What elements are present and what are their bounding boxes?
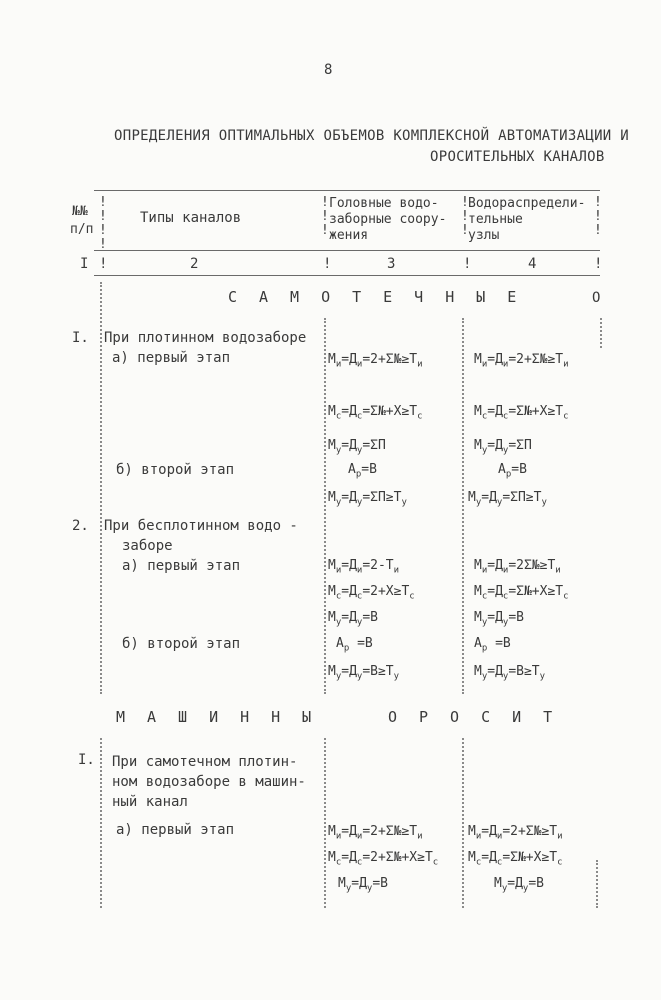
col-sep-left-2: [100, 738, 102, 908]
col-number-rule: [94, 275, 600, 276]
row-3-title-cont-1: ном водозаборе в машин-: [112, 774, 306, 790]
formula-r1a-col4-2: $М_с=Д_с=\Sigma№+Х\ge Т_с$: [474, 404, 569, 422]
col-sep-mid-2: [324, 738, 326, 908]
row-2-title: При бесплотинном водо -: [104, 518, 298, 534]
row-2-title-cont: заборе: [122, 538, 173, 554]
formula-r2a-col3-1: $М_и=Д_и=2-Т_и$: [328, 558, 400, 576]
page-title-line-1: ОПРЕДЕЛЕНИЯ ОПТИМАЛЬНЫХ ОБЪЕМОВ КОМПЛЕКСНОЙ АВТОМАТИЗАЦИИ И: [114, 128, 629, 144]
row-number-2: 2.: [72, 518, 89, 534]
header-num-line-2: п/п: [70, 222, 94, 237]
section-heading-irrigation: ОРОСИТ: [388, 708, 575, 726]
table-top-rule: [94, 190, 600, 191]
col-sep-edge-2: [596, 860, 598, 908]
formula-r1b-col4-2: $А_р=В$: [498, 462, 527, 480]
header-bottom-rule: [94, 250, 600, 251]
row-number-1: I.: [72, 330, 89, 346]
header-sep-3: ! ! !: [461, 195, 469, 238]
formula-r2b-col3-3: $М_у=Д_у=В\ge Т_у$: [328, 664, 400, 682]
section-heading-gravity-trail: О: [592, 290, 601, 306]
formula-r1a-col3-1: $М_и=Д_и=2+\Sigma№\ge Т_и$: [328, 352, 423, 370]
col-sep-right-2: [462, 738, 464, 908]
row-3-title-cont-2: ный канал: [112, 794, 188, 810]
formula-r3a-col4-2: $М_с=Д_с=\Sigma№+Х\ge Т_с$: [468, 850, 563, 868]
col-sep-left-1: [100, 282, 102, 694]
row-1-stage-b: б) второй этап: [116, 462, 235, 478]
formula-r1b-col3-3: $М_у=Д_у=\Sigma П\ge Т_у$: [328, 490, 407, 508]
formula-r2b-col4-1: $М_у=Д_у=В$: [474, 610, 524, 628]
col-sep-right-1: [462, 318, 464, 694]
header-sep-4: ! ! !: [594, 195, 602, 238]
formula-r1b-col3-2: $А_р=В$: [348, 462, 377, 480]
formula-r1b-col4-1: $М_у=Д_у=\Sigma П$: [474, 438, 532, 456]
row-3-title: При самотечном плотин-: [112, 754, 298, 770]
formula-r2b-col4-3: $М_у=Д_у=В\ge Т_у$: [474, 664, 546, 682]
header-num-line-1: №№: [72, 204, 88, 219]
row-2-stage-a: а) первый этап: [122, 558, 241, 574]
formula-r1b-col3-1: $М_у=Д_у=\Sigma П$: [328, 438, 386, 456]
section-heading-machine: МАШИННЫ: [116, 708, 334, 726]
row-number-3: I.: [78, 752, 95, 768]
formula-r3a-col4-1: $М_и=Д_и=2+\Sigma№\ge Т_и$: [468, 824, 563, 842]
formula-r1b-col4-3: $М_у=Д_у=\Sigma П\ge Т_у$: [468, 490, 547, 508]
header-sep-1: ! ! ! !: [99, 195, 107, 252]
header-channel-types: Типы каналов: [140, 210, 242, 226]
formula-r3a-col3-2: $М_с=Д_с=2+\Sigma№+Х\ge Т_с$: [328, 850, 439, 868]
header-distribution-nodes: Водораспредели- тельные узлы: [468, 196, 586, 243]
formula-r2b-col3-1: $М_у=Д_у=В$: [328, 610, 378, 628]
header-sep-2: ! ! !: [321, 195, 329, 238]
row-1-stage-a: а) первый этап: [112, 350, 231, 366]
page-number: 8: [324, 62, 333, 78]
formula-r2b-col4-2: $А_р =В$: [474, 636, 511, 654]
col-sep-mid-1: [324, 318, 326, 694]
col-sep-edge-1: [600, 318, 602, 348]
col-number-2: 2: [190, 256, 199, 272]
header-head-structures: Головные водо- заборные соору- жения: [329, 196, 447, 243]
formula-r2a-col3-2: $М_с=Д_с=2+Х\ge Т_с$: [328, 584, 415, 602]
formula-r1a-col3-2: $М_с=Д_с=\Sigma№+Х\ge Т_с$: [328, 404, 423, 422]
row-1-title: При плотинном водозаборе: [104, 330, 307, 346]
col-number-4: 4: [528, 256, 537, 272]
formula-r2a-col4-2: $М_с=Д_с=\Sigma№+Х\ge Т_с$: [474, 584, 569, 602]
formula-r3a-col3-1: $М_и=Д_и=2+\Sigma№\ge Т_и$: [328, 824, 423, 842]
formula-r2a-col4-1: $М_и=Д_и=2\Sigma№\ge Т_и$: [474, 558, 561, 576]
row-3-stage-a: а) первый этап: [116, 822, 235, 838]
col-number-3: 3: [387, 256, 396, 272]
formula-r3a-col4-3: $М_у=Д_у=В$: [494, 876, 544, 894]
row-2-stage-b: б) второй этап: [122, 636, 241, 652]
formula-r2b-col3-2: $А_р =В$: [336, 636, 373, 654]
section-heading-gravity: САМОТЕЧНЫЕ: [228, 288, 539, 306]
formula-r1a-col4-1: $М_и=Д_и=2+\Sigma№\ge Т_и$: [474, 352, 569, 370]
col-number-1: I: [80, 256, 89, 272]
page-title-line-2: ОРОСИТЕЛЬНЫХ КАНАЛОВ: [430, 149, 605, 165]
formula-r3a-col3-3: $М_у=Д_у=В$: [338, 876, 388, 894]
